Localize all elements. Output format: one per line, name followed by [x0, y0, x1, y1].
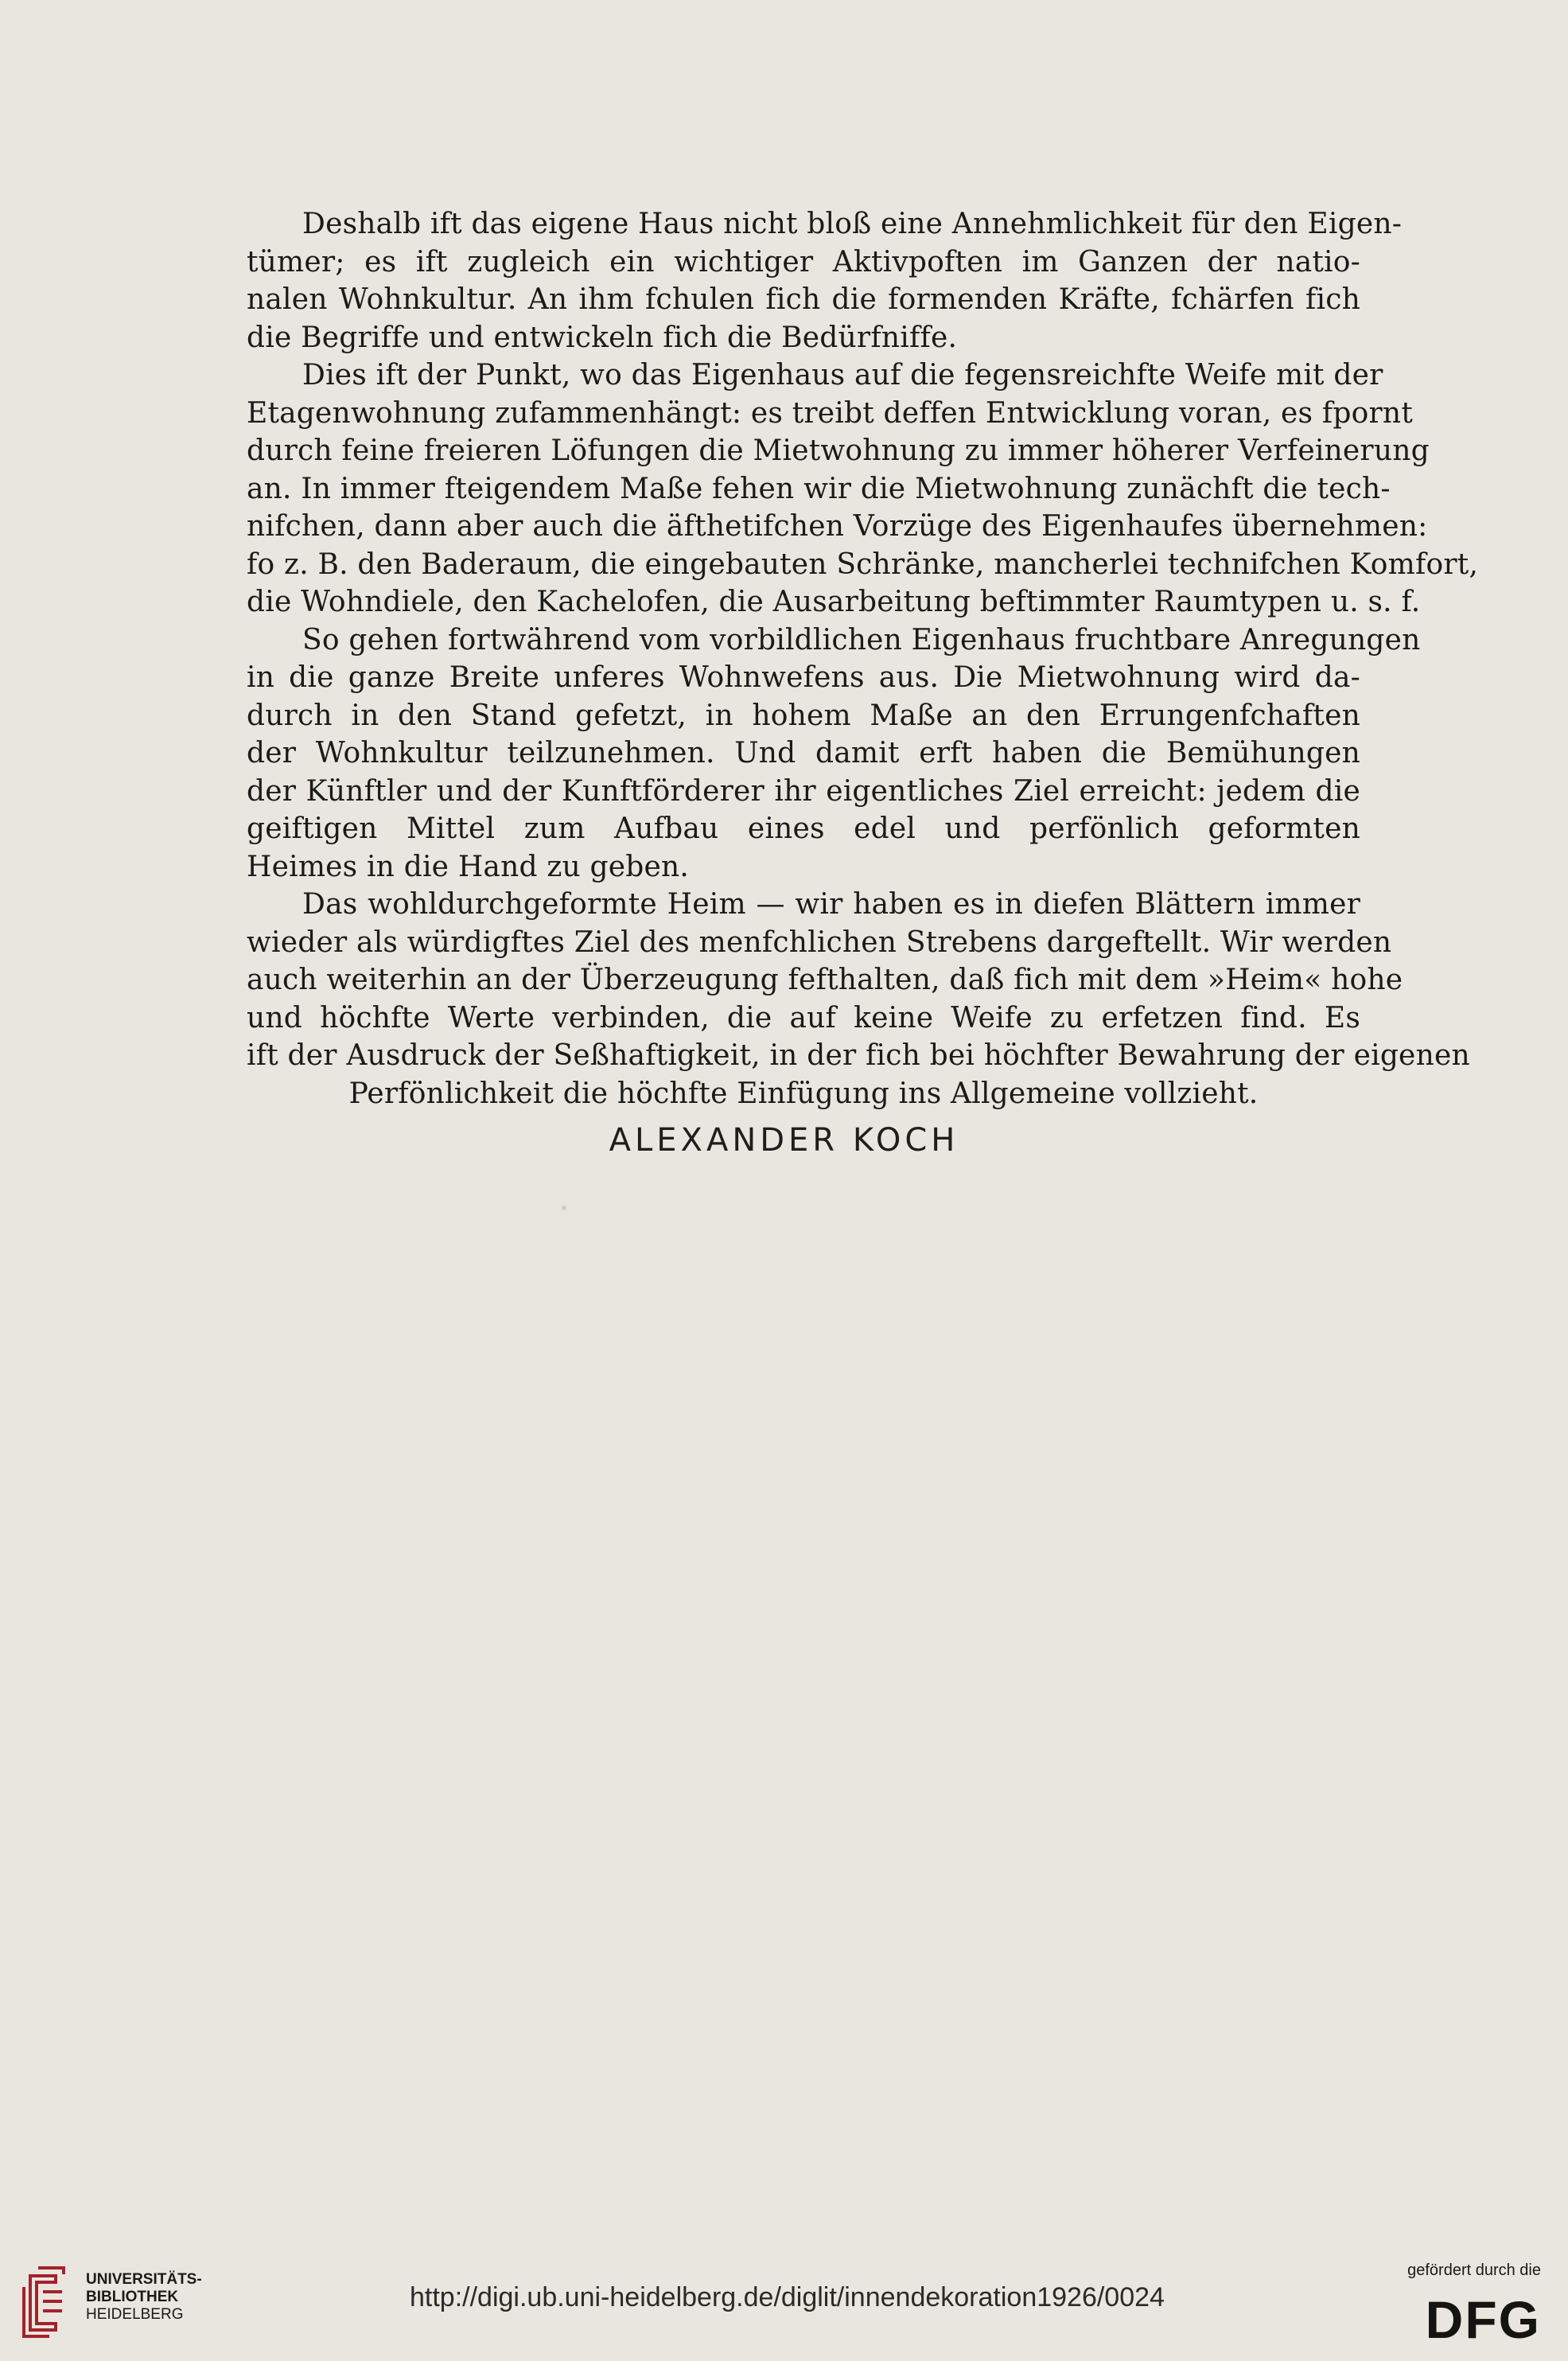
text-line: der Wohnkultur teilzunehmen. Und damit erft haben die Bemühungen — [247, 737, 1360, 769]
body-text — [247, 205, 1479, 1112]
text-line: durch feine freieren Löfungen die Mietwohnung zu immer höherer Verfeinerung — [247, 434, 1430, 467]
funding-label: gefördert durch die — [1407, 2262, 1541, 2279]
text-line: auch weiterhin an der Überzeugung fefthalten, daß fich mit dem »Heim« hohe — [247, 964, 1403, 996]
text-line: und höchfte Werte verbinden, die auf keine Weife zu erfetzen find. Es — [247, 1001, 1360, 1034]
text-line: Heimes in die Hand zu geben. — [247, 850, 690, 883]
paper-speck — [562, 1206, 566, 1210]
author-signature: ALEXANDER KOCH — [609, 1122, 959, 1159]
footer-bar — [0, 2244, 1568, 2361]
text-line: So gehen fortwährend vom vorbildlichen Eigenhaus fruchtbare Anregungen — [302, 623, 1421, 656]
text-line: tümer; es ift zugleich ein wichtiger Aktivpoften im Ganzen der natio- — [247, 245, 1360, 279]
text-line: in die ganze Breite unferes Wohnwefens aus. Die Mietwohnung wird da- — [247, 661, 1360, 694]
university-library-logo-icon — [14, 2265, 72, 2341]
library-name — [86, 2271, 202, 2324]
text-line: Etagenwohnung zufammenhängt: es treibt deffen Entwicklung voran, es fpornt — [247, 396, 1413, 430]
text-line: durch in den Stand gefetzt, in hohem Maße an den Errungenfchaften — [247, 699, 1360, 732]
text-line: Deshalb ift das eigene Haus nicht bloß eine Annehmlichkeit für den Eigen- — [302, 208, 1403, 240]
text-line: nifchen, dann aber auch die äfthetifchen Vorzüge des Eigenhaufes übernehmen: — [247, 510, 1428, 543]
permalink-url[interactable]: http://digi.ub.uni-heidelberg.de/diglit/innendekoration1926/0024 — [410, 2282, 1165, 2312]
library-name-line3: HEIDELBERG — [86, 2306, 184, 2323]
text-line: an. In immer fteigendem Maße fehen wir die Mietwohnung zunächft die tech- — [247, 472, 1391, 505]
dfg-logo: DFG — [1425, 2290, 1541, 2349]
text-line: fo z. B. den Baderaum, die eingebauten Schränke, mancherlei technifchen Komfort, — [247, 547, 1479, 581]
text-line: geiftigen Mittel zum Aufbau eines edel und perfönlich geformten — [247, 812, 1360, 845]
text-line: ift der Ausdruck der Seßhaftigkeit, in der fich bei höchfter Bewahrung der eigenen — [247, 1039, 1470, 1072]
text-line: die Wohndiele, den Kachelofen, die Ausarbeitung beftimmter Raumtypen u. s. f. — [247, 586, 1421, 618]
text-line: nalen Wohnkultur. An ihm fchulen fich die formenden Kräfte, fchärfen fich — [247, 283, 1360, 316]
text-line: die Begriffe und entwickeln fich die Bedürfniffe. — [247, 321, 958, 354]
library-name-line2: BIBLIOTHEK — [86, 2289, 179, 2305]
library-name-line1: UNIVERSITÄTS- — [86, 2271, 202, 2288]
text-line: wieder als würdigftes Ziel des menfchlichen Strebens dargeftellt. Wir werden — [247, 925, 1392, 959]
text-line: Dies ift der Punkt, wo das Eigenhaus auf die fegensreichfte Weife mit der — [302, 359, 1383, 392]
text-line: Das wohldurchgeformte Heim — wir haben es in diefen Blättern immer — [302, 888, 1360, 921]
text-line: Perfönlichkeit die höchfte Einfügung ins Allgemeine vollzieht. — [348, 1077, 1259, 1110]
text-line: der Künftler und der Kunftförderer ihr eigentliches Ziel erreicht: jedem die — [247, 774, 1360, 808]
